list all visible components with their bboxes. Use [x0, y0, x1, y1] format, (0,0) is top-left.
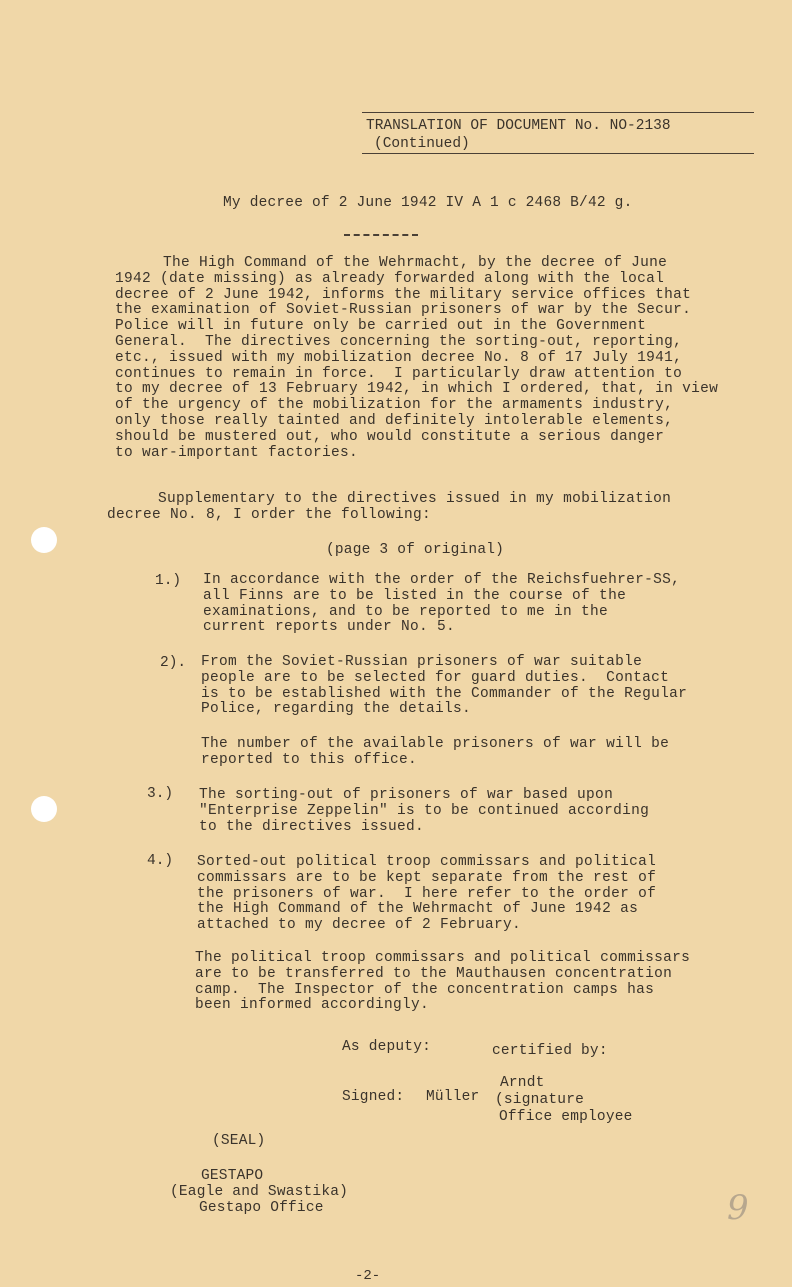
item-2-text — [201, 655, 687, 718]
stamp-office: Gestapo Office — [199, 1200, 324, 1216]
header-title: TRANSLATION OF DOCUMENT No. NO-2138 — [366, 118, 671, 134]
signature-note: (signature — [495, 1092, 585, 1108]
certifier-name: Arndt — [500, 1075, 545, 1091]
item-number: 1.) — [155, 573, 182, 589]
item-1-text — [203, 573, 680, 636]
item-number: 2). — [160, 655, 187, 671]
intro-line: to my decree of 13 February 1942, in which I ordered, that, in view — [115, 381, 719, 398]
intro-line: decree of 2 June 1942, informs the military service offices that — [115, 286, 692, 303]
intro-line: only those really tainted and definitely intolerable elements, — [115, 412, 674, 429]
punch-hole-bottom — [31, 796, 57, 822]
item-line: reported to this office. — [201, 751, 418, 768]
punch-hole-top — [31, 527, 57, 553]
header-bottom-rule — [362, 153, 754, 154]
item-line: Sorted-out political troop commissars and political — [197, 854, 657, 870]
separator-dashes — [344, 234, 418, 236]
header-subtitle: (Continued) — [374, 136, 470, 152]
supplement-paragraph — [107, 492, 671, 524]
item-line: current reports under No. 5. — [203, 619, 456, 636]
stamp-gestapo: GESTAPO — [201, 1168, 264, 1184]
item-line: been informed accordingly. — [195, 997, 430, 1014]
supplement-line: decree No. 8, I order the following: — [107, 506, 432, 523]
item-line: The political troop commissars and political commissars — [195, 950, 691, 966]
item-number: 4.) — [147, 853, 174, 869]
item-line: Police, regarding the details. — [201, 701, 472, 718]
seal-note: (SEAL) — [212, 1133, 266, 1149]
item-line: to the directives issued. — [199, 818, 425, 835]
item-line: attached to my decree of 2 February. — [197, 917, 522, 934]
intro-line: the examination of Soviet-Russian prisoners of war by the Secur. — [115, 302, 692, 319]
intro-line: should be mustered out, who would constitute a serious danger — [115, 428, 665, 445]
stamp-eagle: (Eagle and Swastika) — [170, 1184, 349, 1200]
item-line: the High Command of the Wehrmacht of June 1942 as — [197, 901, 639, 918]
item-line: "Enterprise Zeppelin" is to be continued according — [199, 802, 650, 819]
item-line: is to be established with the Commander of the Regular — [201, 685, 688, 702]
item-line: examinations, and to be reported to me in the — [203, 603, 609, 620]
intro-line: The High Command of the Wehrmacht, by the decree of June — [163, 255, 668, 271]
item-2-extra — [201, 737, 669, 769]
decree-reference: My decree of 2 June 1942 IV A 1 c 2468 B/42 g. — [223, 195, 633, 211]
page-number: -2- — [355, 1268, 381, 1284]
item-number: 3.) — [147, 786, 174, 802]
intro-line: continues to remain in force. I particularly draw attention to — [115, 365, 683, 382]
intro-line: Police will in future only be carried out in the Government — [115, 318, 647, 335]
as-deputy: As deputy: — [342, 1039, 432, 1055]
item-line: The sorting-out of prisoners of war based upon — [199, 787, 614, 803]
header-top-rule — [362, 112, 754, 113]
intro-line: of the urgency of the mobilization for the armaments industry, — [115, 397, 674, 414]
item-line: people are to be selected for guard duties. Contact — [201, 669, 670, 686]
signer-name: Müller — [426, 1089, 480, 1105]
item-line: In accordance with the order of the Reichsfuehrer-SS, — [203, 572, 681, 588]
item-line: camp. The Inspector of the concentration camps has — [195, 981, 655, 998]
intro-line: to war-important factories. — [115, 444, 359, 461]
item-4-extra — [195, 951, 690, 1014]
office-employee: Office employee — [499, 1109, 633, 1125]
item-4-text — [197, 855, 656, 934]
intro-line: General. The directives concerning the sorting-out, reporting, — [115, 333, 683, 350]
intro-line: 1942 (date missing) as already forwarded along with the local — [115, 270, 665, 287]
item-line: all Finns are to be listed in the course of the — [203, 587, 627, 604]
item-line: The number of the available prisoners of war will be — [201, 736, 670, 752]
supplement-line: Supplementary to the directives issued in my mobilization — [158, 491, 672, 507]
certified-by: certified by: — [492, 1043, 608, 1059]
item-line: From the Soviet-Russian prisoners of war suitable — [201, 654, 643, 670]
page-note: (page 3 of original) — [326, 542, 505, 558]
margin-annotation: 9 — [727, 1188, 749, 1228]
item-3-text — [199, 788, 649, 835]
intro-paragraph — [115, 256, 718, 461]
item-line: the prisoners of war. I here refer to the order of — [197, 885, 657, 902]
signed-label: Signed: — [342, 1089, 405, 1105]
item-line: commissars are to be kept separate from the rest of — [197, 869, 657, 886]
item-line: are to be transferred to the Mauthausen concentration — [195, 965, 673, 982]
intro-line: etc., issued with my mobilization decree No. 8 of 17 July 1941, — [115, 349, 683, 366]
